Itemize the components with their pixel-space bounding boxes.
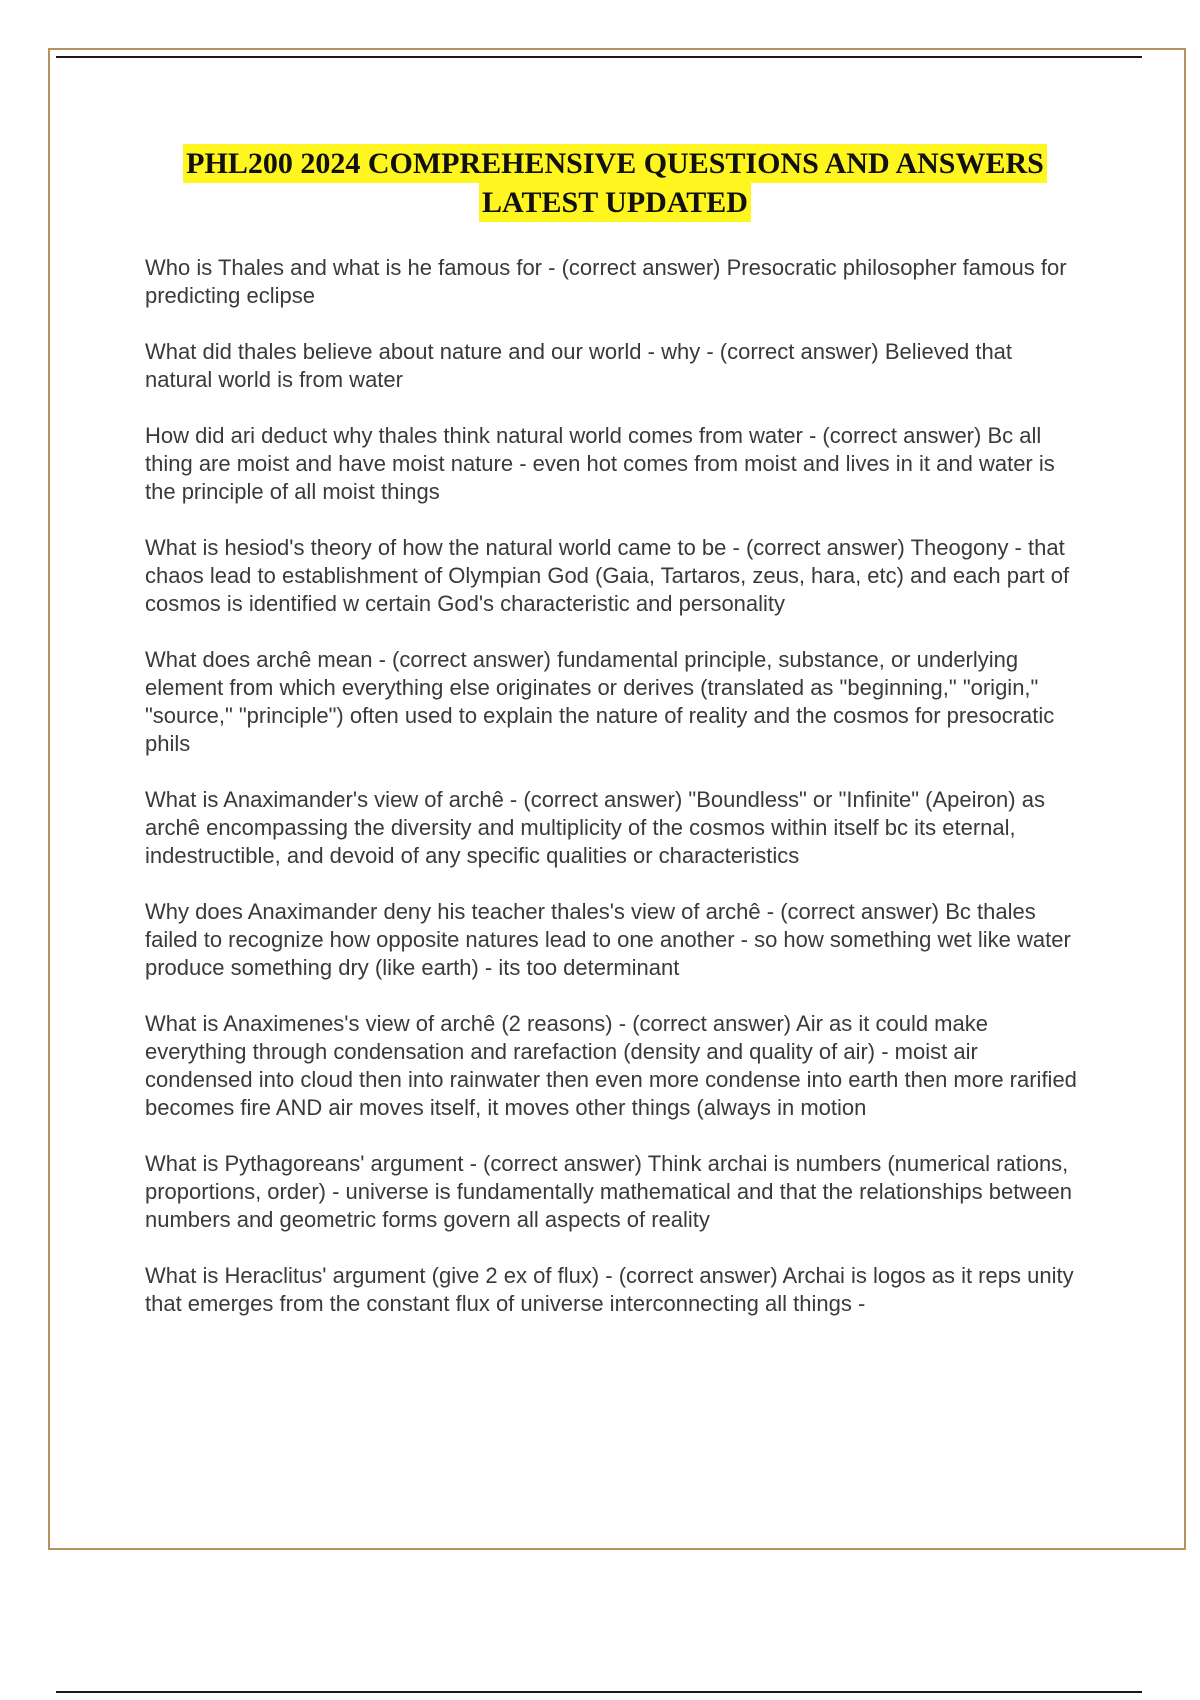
correct-answer-tag: (correct answer) [632,1011,792,1036]
bottom-divider [56,1691,1142,1693]
answer-text: Believed that natural world is from water [145,339,1013,392]
answer-text: Presocratic philosopher famous for predicting eclipse [145,255,1067,308]
question-text: What is Anaximenes's view of archê (2 reasons) - [145,1011,627,1036]
qa-item [145,1262,1085,1318]
qa-item [145,254,1085,310]
qa-item [145,422,1085,506]
document-title [120,144,1110,222]
correct-answer-tag: (correct answer) [822,423,982,448]
qa-item [145,898,1085,982]
qa-item [145,338,1085,394]
correct-answer-tag: (correct answer) [618,1263,778,1288]
answer-text: Think archai is numbers (numerical rations, proportions, order) - universe is fundamentally mathematical and that the relationships between numbers and geometric forms govern all aspects of reality [145,1151,1072,1232]
question-text: What is Anaximander's view of archê - [145,787,518,812]
qa-item [145,1010,1085,1122]
answer-text: "Boundless" or "Infinite" (Apeiron) as archê encompassing the diversity and multiplicity of the cosmos within itself bc its eternal, indestructible, and devoid of any specific qualities or characteristics [145,787,1045,868]
correct-answer-tag: (correct answer) [745,535,905,560]
title-line-2: LATEST UPDATED [479,183,751,222]
correct-answer-tag: (correct answer) [719,339,879,364]
correct-answer-tag: (correct answer) [780,899,940,924]
question-text: What is Heraclitus' argument (give 2 ex of flux) - [145,1263,613,1288]
question-text: What did thales believe about nature and our world - why - [145,339,714,364]
correct-answer-tag: (correct answer) [483,1151,642,1176]
question-text: What is Pythagoreans' argument - [145,1151,477,1176]
answer-text: Air as it could make everything through condensation and rarefaction (density and quality of air) - moist air condensed into cloud then into rainwater then even more condense into earth then more rarified becomes fire AND air moves itself, it moves other things (always in motion [145,1011,1077,1120]
question-text: What does archê mean - [145,647,386,672]
qa-item [145,1150,1085,1234]
correct-answer-tag: (correct answer) [392,647,551,672]
answer-text: Bc thales failed to recognize how opposite natures lead to one another - so how something wet like water produce something dry (like earth) - its too determinant [145,899,1071,980]
qa-item [145,534,1085,618]
answer-text: Theogony - that chaos lead to establishment of Olympian God (Gaia, Tartaros, zeus, hara, etc) and each part of cosmos is identified w certain God's characteristic and personality [145,535,1070,616]
top-divider [56,56,1142,58]
question-text: How did ari deduct why thales think natural world comes from water - [145,423,817,448]
title-line-1: PHL200 2024 COMPREHENSIVE QUESTIONS AND ANSWERS [183,144,1047,183]
question-text: Who is Thales and what is he famous for - [145,255,556,280]
correct-answer-tag: (correct answer) [523,787,683,812]
answer-text: fundamental principle, substance, or underlying element from which everything else originates or derives (translated as "beginning," "origin," "source," "principle") often used to explain the nature of reality and the cosmos for presocratic phils [145,647,1055,756]
answer-text: Archai is logos as it reps unity that emerges from the constant flux of universe interconnecting all things - [145,1263,1074,1316]
answer-text: Bc all thing are moist and have moist nature - even hot comes from moist and lives in it and water is the principle of all moist things [145,423,1055,504]
question-text: What is hesiod's theory of how the natural world came to be - [145,535,740,560]
question-text: Why does Anaximander deny his teacher thales's view of archê - [145,899,775,924]
qa-list [145,254,1085,1346]
qa-item [145,646,1085,758]
qa-item [145,786,1085,870]
correct-answer-tag: (correct answer) [561,255,721,280]
